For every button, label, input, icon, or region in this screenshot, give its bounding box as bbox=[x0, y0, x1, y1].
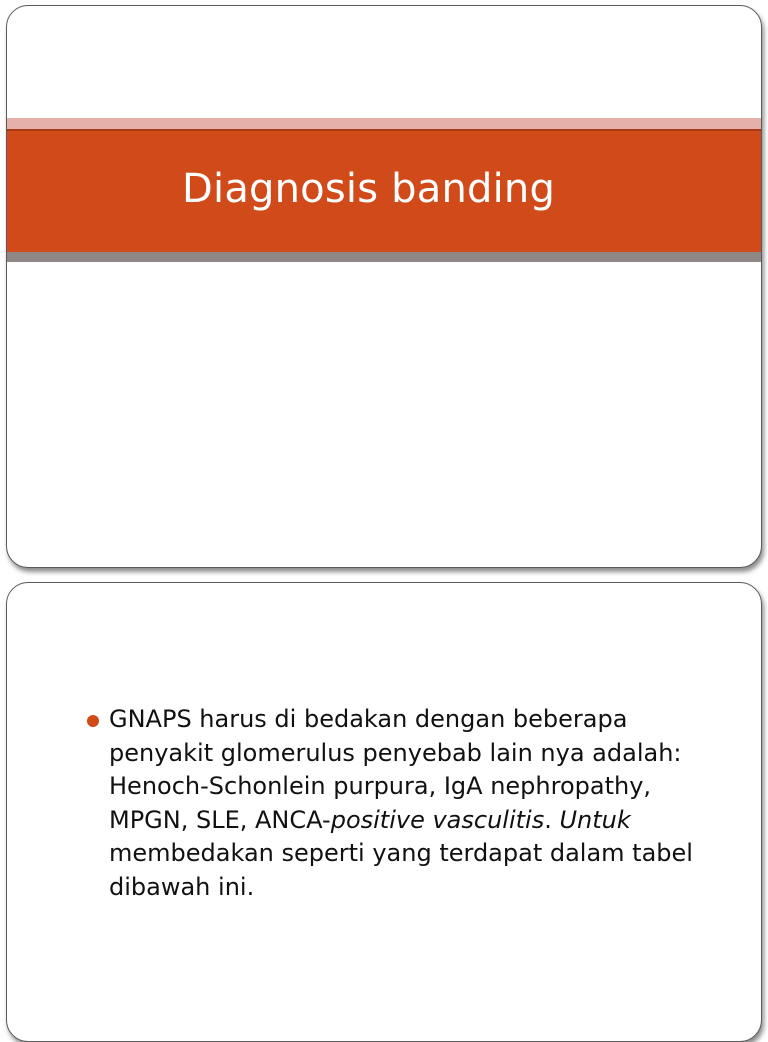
title-band-bottom-stripe bbox=[7, 252, 761, 262]
bullet-text-italic-1: positive vasculitis bbox=[330, 805, 545, 834]
slide-2 bbox=[6, 582, 762, 1042]
slide-title: Diagnosis banding bbox=[182, 166, 556, 212]
bullet-text bbox=[109, 703, 737, 904]
bullet-text-part-3: membedakan seperti yang terdapat dalam tabel dibawah ini. bbox=[109, 839, 693, 901]
bullet-text-part-2: . bbox=[544, 805, 560, 834]
bullet-text-italic-2: Untuk bbox=[559, 805, 631, 834]
bullet-list-item bbox=[87, 703, 737, 904]
bullet-dot-icon bbox=[87, 715, 99, 727]
bullet-text-part-1: GNAPS harus di bedakan dengan beberapa penyakit glomerulus penyebab lain nya adalah: Henoch-Schonlein purpura, IgA nephropathy, MPGN, SLE, ANCA- bbox=[109, 705, 682, 834]
title-band-top-stripe bbox=[7, 118, 761, 129]
slide-1 bbox=[6, 5, 762, 568]
